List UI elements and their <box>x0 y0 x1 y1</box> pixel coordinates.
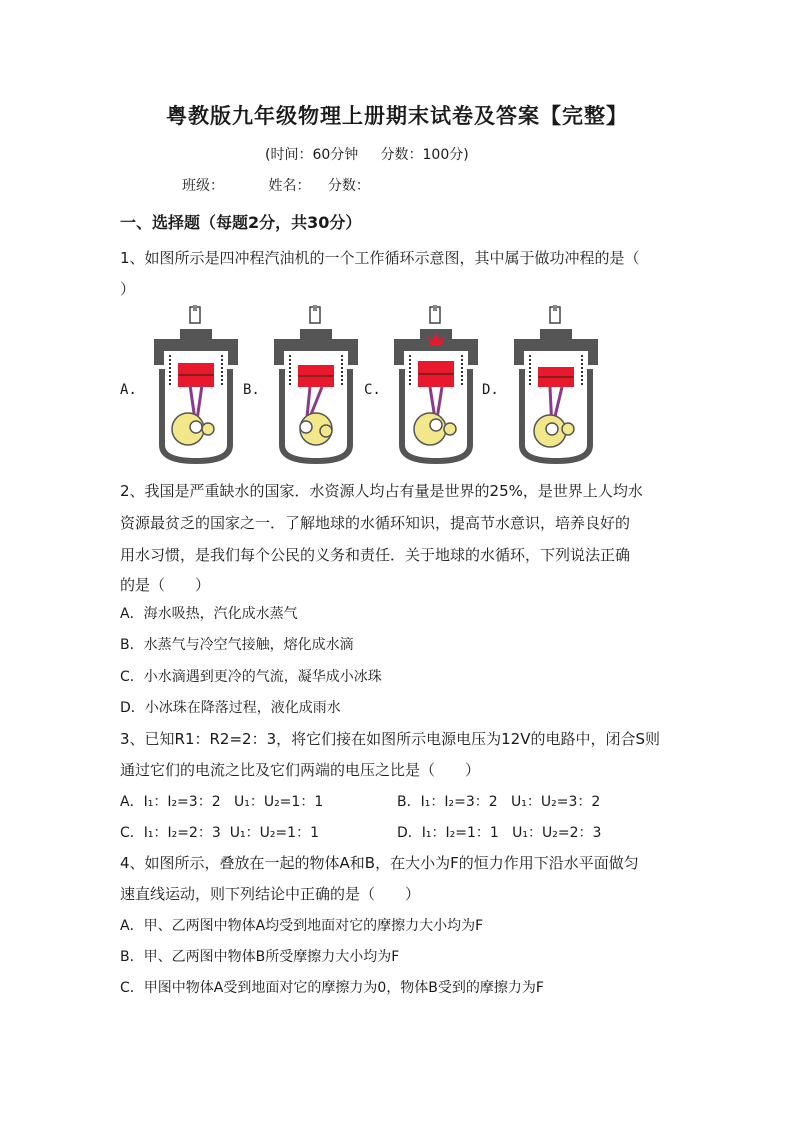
engine-figure-row <box>120 305 640 465</box>
option-label-a: A. <box>120 382 137 398</box>
engine-diagram-d <box>510 305 602 465</box>
q4-option-a: A．甲、乙两图中物体A均受到地面对它的摩擦力大小均为F <box>120 918 484 934</box>
engine-diagram-c <box>390 305 482 465</box>
current-ratio: I₁：I₂=2：3 <box>143 825 221 841</box>
engine-diagram-b <box>270 305 362 465</box>
q4-option-c: C．甲图中物体A受到地面对它的摩擦力为0，物体B受到的摩擦力为F <box>120 980 544 996</box>
q2-line-3: 用水习惯，是我们每个公民的义务和责任．关于地球的水循环，下列说法正确 <box>120 546 631 564</box>
q1-line-1: 1、如图所示是四冲程汽油机的一个工作循环示意图，其中属于做功冲程的是（ <box>120 249 640 267</box>
current-ratio: I₁：I₂=1：1 <box>421 825 499 841</box>
q2-option-d: D．小冰珠在降落过程，液化成雨水 <box>120 700 341 716</box>
engine-body <box>274 305 358 461</box>
q2-option-a: A．海水吸热，汽化成水蒸气 <box>120 606 298 622</box>
q2-line-2: 资源最贫乏的国家之一．了解地球的水循环知识，提高节水意识，培养良好的 <box>120 514 631 532</box>
engine-body <box>394 305 478 461</box>
voltage-ratio: U₁：U₂=3：2 <box>511 794 601 810</box>
q2-option-c: C．小水滴遇到更冷的气流，凝华成小冰珠 <box>120 669 382 685</box>
option-prefix: D． <box>397 825 422 841</box>
option-prefix: B． <box>397 794 421 810</box>
q3-option-a <box>120 791 323 811</box>
q3-option-d <box>397 822 601 842</box>
field-score: 分数： <box>327 178 370 194</box>
option-label-b: B. <box>243 382 260 398</box>
q3-option-c <box>120 822 319 842</box>
q2-line-4: 的是（ ） <box>120 576 211 594</box>
voltage-ratio: U₁：U₂=1：1 <box>229 825 319 841</box>
student-fields <box>182 175 370 195</box>
section-heading: 一、选择题（每题2分，共30分） <box>120 213 362 232</box>
q4-line-2: 速直线运动，则下列结论中正确的是（ ） <box>120 885 421 903</box>
option-label-d: D. <box>482 382 499 398</box>
q1-line-2: ） <box>120 280 136 298</box>
q4-option-b: B．甲、乙两图中物体B所受摩擦力大小均为F <box>120 949 400 965</box>
q3-option-b <box>397 791 600 811</box>
option-prefix: A． <box>120 794 144 810</box>
current-ratio: I₁：I₂=3：2 <box>420 794 498 810</box>
q4-line-1: 4、如图所示，叠放在一起的物体A和B，在大小为F的恒力作用下沿水平面做匀 <box>120 854 639 872</box>
field-class: 班级： <box>182 178 224 194</box>
q3-line-1: 3、已知R1：R2=2：3，将它们接在如图所示电源电压为12V的电路中，闭合S则 <box>120 730 661 748</box>
voltage-ratio: U₁：U₂=2：3 <box>512 825 602 841</box>
option-label-c: C. <box>364 382 381 398</box>
field-name: 姓名： <box>268 178 311 194</box>
engine-body <box>154 305 238 461</box>
q2-option-b: B．水蒸气与冷空气接触，熔化成水滴 <box>120 637 354 653</box>
q2-line-1: 2、我国是严重缺水的国家．水资源人均占有量是世界的25%，是世界上人均水 <box>120 482 643 500</box>
engine-diagram-a <box>150 305 242 465</box>
voltage-ratio: U₁：U₂=1：1 <box>233 794 324 810</box>
current-ratio: I₁：I₂=3：2 <box>143 794 221 810</box>
engine-body <box>514 305 598 461</box>
exam-meta: (时间：60分钟 分数：100分) <box>265 147 469 163</box>
option-prefix: C． <box>120 825 144 841</box>
q3-line-2: 通过它们的电流之比及它们两端的电压之比是（ ） <box>120 761 481 779</box>
page-title: 粤教版九年级物理上册期末试卷及答案【完整】 <box>166 103 628 128</box>
